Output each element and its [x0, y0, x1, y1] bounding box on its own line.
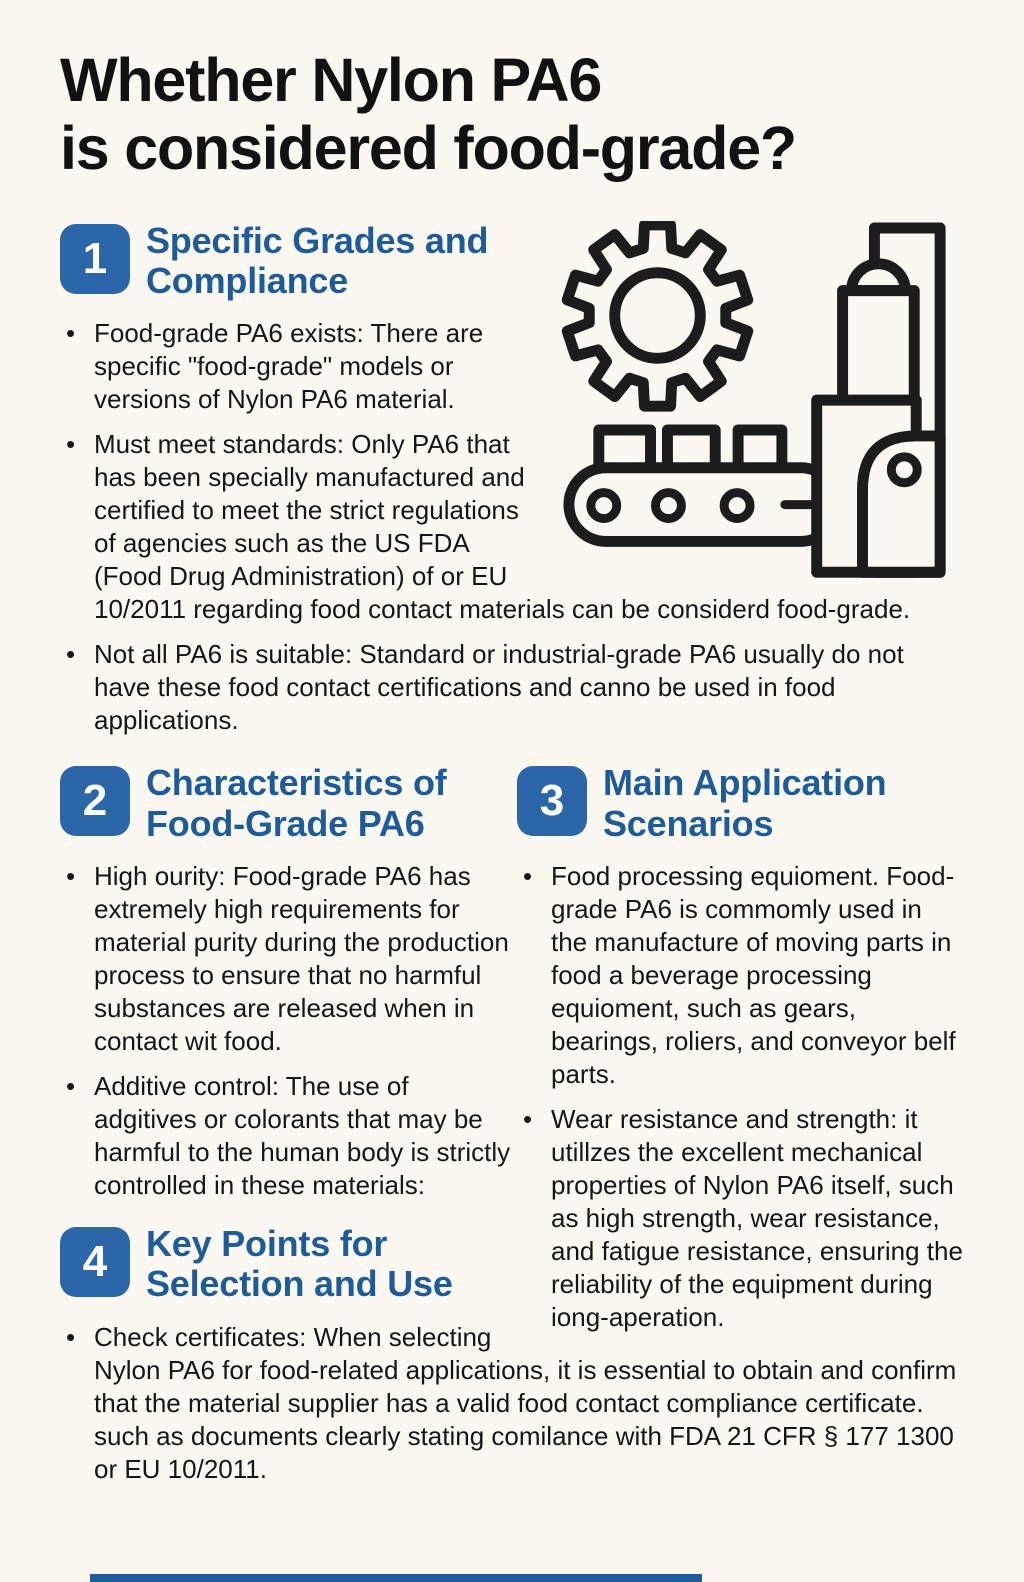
- page-title-line1: Whether Nylon PA6: [60, 46, 602, 114]
- section-2-number-badge: 2: [60, 766, 130, 836]
- section-4-header: [60, 1224, 517, 1305]
- section-3-header: [517, 763, 964, 844]
- bottom-accent-bar: [90, 1574, 702, 1582]
- infographic-page: [0, 46, 1024, 1486]
- section-1-header: [60, 221, 542, 302]
- bullet-item: • Food-grade PA6 exists: There are specific "food-grade" models or versions of Nylon PA6 material.: [60, 317, 964, 416]
- section-1-title: Specific Grades and Compliance: [146, 219, 489, 301]
- bullet-item: • Must meet standards: Only PA6 that has been specially manufactured and certified to meet the strict regulations of agencies such as the US FDA (Food Drug Administration) of or EU 10/2011 regarding food contact materials can be considerd food-grade.: [60, 428, 964, 626]
- section-3-number-badge: 3: [517, 766, 587, 836]
- section-3-title: Main Application Scenarios: [603, 762, 887, 844]
- bullet-item: • Wear resistance and strength: it utillzes the excellent mechanical properties of Nylon PA6 itself, such as high strength, wear resistance, and fatigue resistance, ensuring the reliability of the equipment during iong-aperation.: [517, 1103, 964, 1334]
- section-specific-grades: [60, 221, 964, 738]
- section-2-header: [60, 763, 517, 844]
- bullet-item: • Additive control: The use of adgitives or colorants that may be harmful to the human body is strictly controlled in these materials:: [60, 1070, 964, 1202]
- page-title: [60, 46, 964, 183]
- bullet-item: • Check certificates: When selecting Nylon PA6 for food-related applications, it is essential to obtain and confirm that the material supplier has a valid food contact compliance certificate. such as documents clearly stating comilance with FDA 21 CFR § 177 1300 or EU 10/2011.: [60, 1321, 964, 1486]
- content-columns: [60, 763, 964, 1485]
- page-title-line2: is considered food-grade?: [60, 114, 796, 183]
- bullet-item: • High ourity: Food-grade PA6 has extremely high requirements for material purity during the production process to ensure that no harmful substances are released when in contact wit food.: [60, 860, 964, 1058]
- bullet-item: • Food processing equioment. Food-grade PA6 is commomly used in the manufacture of moving parts in food a beverage processing equioment, such as gears, bearings, roliers, and conveyor belf parts.: [517, 860, 964, 1091]
- bullet-item: • Not all PA6 is suitable: Standard or industrial-grade PA6 usually do not have these food contact certifications and canno be used in food applications.: [60, 638, 964, 737]
- section-2-title: Characteristics of Food-Grade PA6: [146, 762, 447, 844]
- section-4-title: Key Points for Selection and Use: [146, 1222, 453, 1305]
- section-4-number-badge: 4: [60, 1227, 130, 1297]
- section-1-number-badge: 1: [60, 224, 130, 294]
